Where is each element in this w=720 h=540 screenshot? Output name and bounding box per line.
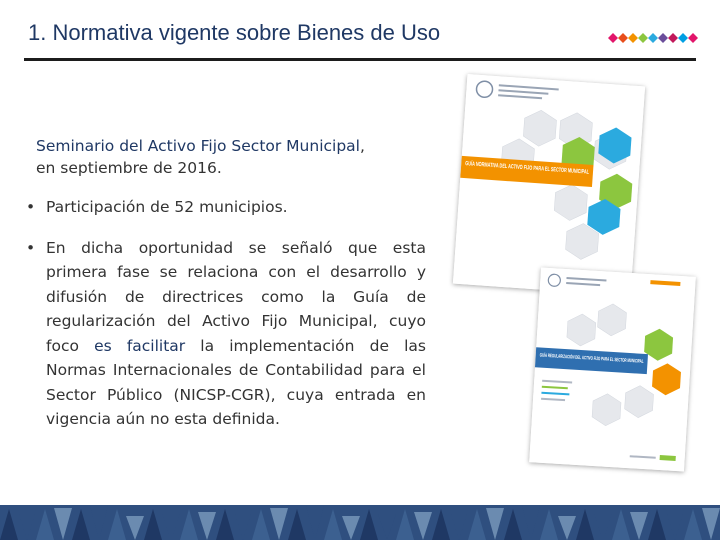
brand-dot	[678, 33, 688, 43]
guide-cover-illustration	[453, 74, 658, 296]
bullet-text-end: la implementación de las Normas Internacionales de Contabilidad para el Sector Público (NICSP-CGR), cuya entrada en vigencia aún no esta definida.	[46, 336, 426, 428]
brand-dot	[618, 33, 628, 43]
bullet-icon: •	[26, 238, 36, 257]
guide-cover-illustration	[529, 267, 717, 471]
title-divider	[24, 58, 696, 61]
brand-dot	[668, 33, 678, 43]
brand-dots-logo	[608, 31, 698, 45]
bullet-text-start: En dicha oportunidad se señaló que esta primera fase se relaciona con el desarrollo y difusión de directrices como la Guía de regularización del Activo Fijo Municipal, cuyo foco	[46, 238, 426, 355]
page-title: 1. Normativa vigente sobre Bienes de Uso	[28, 20, 441, 45]
bullet-highlight: es facilitar	[94, 336, 186, 355]
guide-cover-banner-text: GUÍA REGULARIZACIÓN DEL ACTIVO FIJO PARA EL SECTOR MUNICIPAL	[539, 352, 717, 370]
brand-dot	[688, 33, 698, 43]
bullet-item	[26, 236, 426, 432]
bullet-text: Participación de 52 municipios.	[46, 198, 288, 216]
brand-dot	[638, 33, 648, 43]
guide-cover-banner-text: GUÍA NORMATIVA DEL ACTIVO FIJO PARA EL SECTOR MUNICIPAL	[465, 161, 658, 181]
guide-cover-image	[529, 267, 717, 471]
seminar-paragraph	[36, 135, 426, 179]
bullet-item	[26, 195, 426, 220]
brand-dot	[608, 33, 618, 43]
footer-decorative-band	[0, 505, 720, 540]
seminar-date: en septiembre de 2016.	[36, 159, 222, 177]
seminar-comma: ,	[360, 137, 365, 155]
brand-dot	[628, 33, 638, 43]
guide-cover-image	[453, 74, 658, 296]
bullet-icon: •	[26, 198, 36, 216]
brand-dot	[648, 33, 658, 43]
seminar-name: Seminario del Activo Fijo Sector Municipal	[36, 137, 360, 155]
brand-dot	[658, 33, 668, 43]
slide-content	[26, 135, 426, 448]
